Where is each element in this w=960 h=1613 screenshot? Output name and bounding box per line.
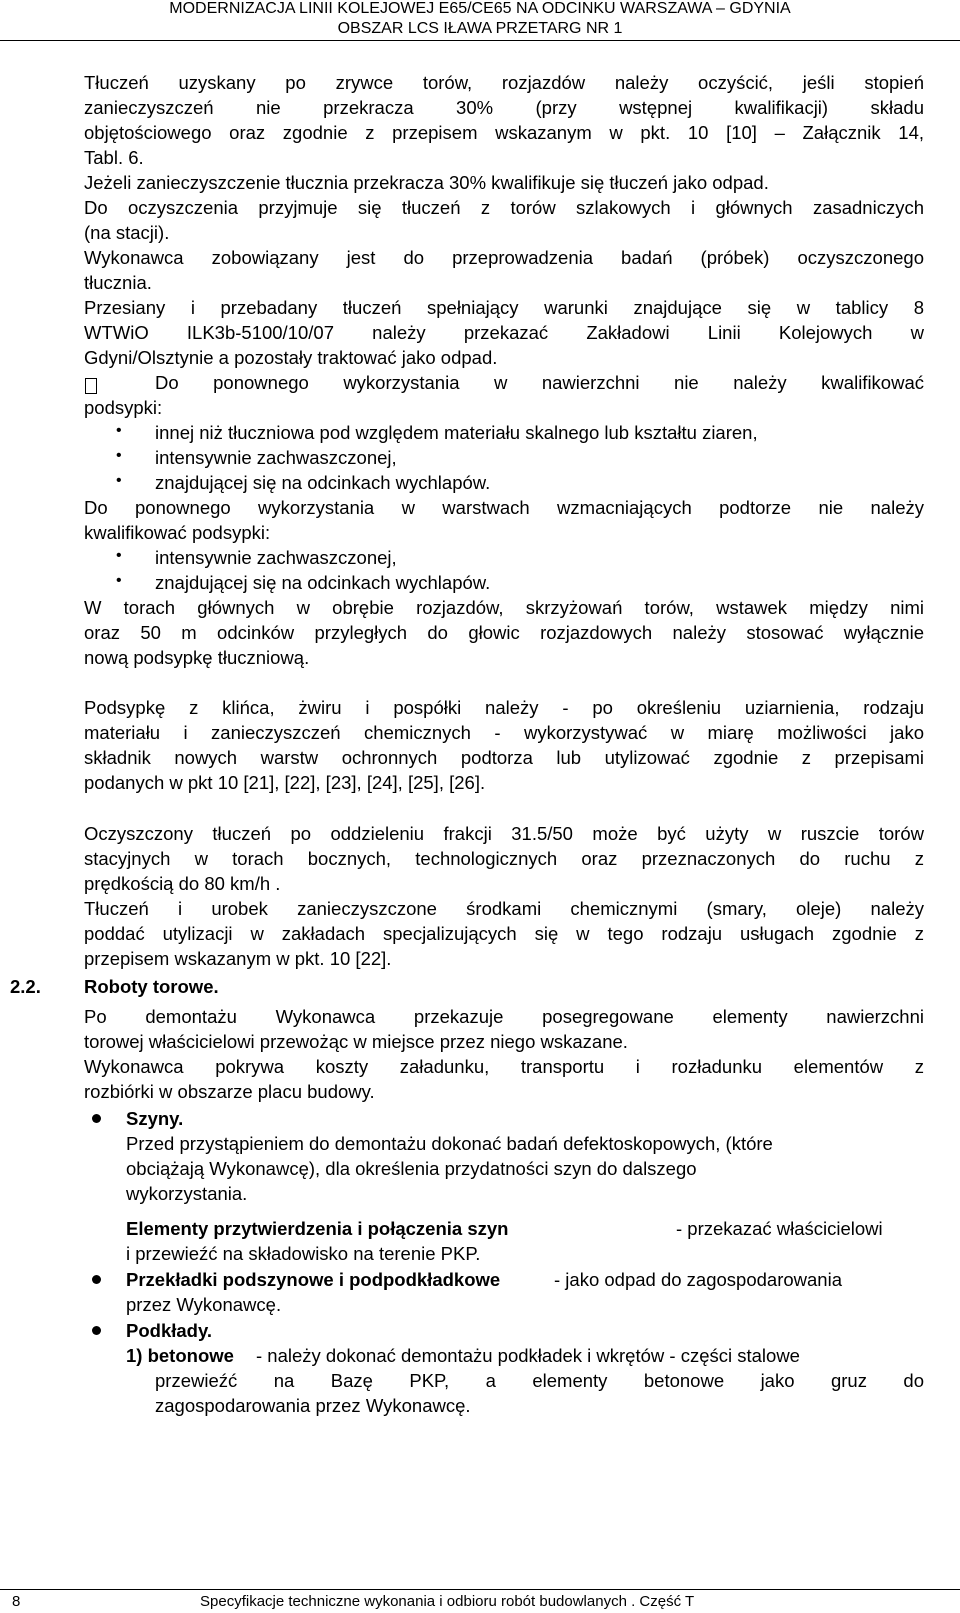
body-line-31: prędkością do 80 km/h . — [84, 873, 281, 894]
betonowe-bold: 1) betonowe — [126, 1345, 234, 1366]
body-line-1: Tłuczeń uzyskany po zrywce torów, rozjazdów należy oczyścić, jeśli stopień — [84, 72, 924, 93]
body-line-27: składnik nowych warstw ochronnych podtorza lub utylizować zgodnie z przepisami — [84, 747, 924, 768]
section-title: Roboty torowe. — [84, 976, 219, 997]
bullet-icon: • — [116, 422, 122, 439]
body-line-21: znajdującej się na odcinkach wychlapów. — [155, 572, 491, 593]
body-line-23: oraz 50 m odcinków przyległych do głowic rozjazdowych należy stosować wyłącznie — [84, 622, 924, 643]
body-line-30: stacyjnych w torach bocznych, technologicznych oraz przeznaczonych do ruchu z — [84, 848, 924, 869]
header-line-1: MODERNIZACJA LINII KOLEJOWEJ E65/CE65 NA ODCINKU WARSZAWA – GDYNIA — [169, 0, 791, 17]
betonowe-line-3: zagospodarowania przez Wykonawcę. — [155, 1395, 471, 1416]
section-number: 2.2. — [10, 976, 41, 997]
body-line-4: Tabl. 6. — [84, 147, 144, 168]
elementy-bold: Elementy przytwierdzenia i połączenia szyn — [126, 1218, 509, 1239]
body-line-3: objętościowego oraz zgodnie z przepisem wskazanym w pkt. 10 [10] – Załącznik 14, — [84, 122, 924, 143]
elementy-rest: - przekazać właścicielowi — [676, 1218, 883, 1239]
body-line-29: Oczyszczony tłuczeń po oddzieleniu frakcji 31.5/50 może być użyty w ruszcie torów — [84, 823, 924, 844]
section-line-3: Wykonawca pokrywa koszty załadunku, transportu i rozładunku elementów z — [84, 1056, 924, 1077]
missing-glyph-box — [85, 378, 97, 394]
betonowe-rest: - należy dokonać demontażu podkładek i wkrętów - części stalowe — [256, 1345, 800, 1366]
section-line-4: rozbiórki w obszarze placu budowy. — [84, 1081, 375, 1102]
szyny-line-3: wykorzystania. — [126, 1183, 248, 1204]
elementy-line-2: i przewieźć na składowisko na terenie PKP. — [126, 1243, 481, 1264]
body-line-24: nową podsypkę tłuczniową. — [84, 647, 310, 668]
body-line-2: zanieczyszczeń nie przekracza 30% (przy wstępnej kwalifikacji) składu — [84, 97, 924, 118]
body-line-13: Do ponownego wykorzystania w nawierzchni nie należy kwalifikować — [155, 372, 924, 393]
bullet-icon — [92, 1275, 101, 1284]
przekladki-rest: - jako odpad do zagospodarowania — [554, 1269, 842, 1290]
bullet-icon — [92, 1114, 101, 1123]
body-line-25: Podsypkę z klińca, żwiru i pospółki należy - po określeniu uziarnienia, rodzaju — [84, 697, 924, 718]
bullet-icon — [92, 1326, 101, 1335]
body-line-33: poddać utylizacji w zakładach specjalizujących się w tego rodzaju usługach zgodnie z — [84, 923, 924, 944]
body-line-8: Wykonawca zobowiązany jest do przeprowadzenia badań (próbek) oczyszczonego — [84, 247, 924, 268]
body-line-12: Gdyni/Olsztynie a pozostały traktować jako odpad. — [84, 347, 498, 368]
body-line-9: tłucznia. — [84, 272, 152, 293]
body-line-16: intensywnie zachwaszczonej, — [155, 447, 397, 468]
header-rule — [0, 40, 960, 41]
betonowe-line-2: przewieźć na Bazę PKP, a elementy betonowe jako gruz do — [155, 1370, 924, 1391]
przekladki-line-2: przez Wykonawcę. — [126, 1294, 282, 1315]
page-number: 8 — [12, 1593, 21, 1610]
body-line-20: intensywnie zachwaszczonej, — [155, 547, 397, 568]
body-line-7: (na stacji). — [84, 222, 170, 243]
footer-rule — [0, 1589, 960, 1590]
body-line-26: materiału i zanieczyszczeń chemicznych - wykorzystywać w miarę możliwości jako — [84, 722, 924, 743]
header-line-2: OBSZAR LCS IŁAWA PRZETARG NR 1 — [337, 20, 623, 37]
bullet-icon: • — [116, 547, 122, 564]
section-line-1: Po demontażu Wykonawca przekazuje posegregowane elementy nawierzchni — [84, 1006, 924, 1027]
podklady-title: Podkłady. — [126, 1320, 213, 1341]
body-line-10: Przesiany i przebadany tłuczeń spełniający warunki znajdujące się w tablicy 8 — [84, 297, 924, 318]
body-line-11: WTWiO ILK3b-5100/10/07 należy przekazać Zakładowi Linii Kolejowych w — [84, 322, 924, 343]
body-line-15: innej niż tłuczniowa pod względem materiału skalnego lub kształtu ziaren, — [155, 422, 758, 443]
bullet-icon: • — [116, 447, 122, 464]
body-line-22: W torach głównych w obrębie rozjazdów, skrzyżowań torów, wstawek między nimi — [84, 597, 924, 618]
footer-text: Specyfikacje techniczne wykonania i odbioru robót budowlanych . Część T — [200, 1593, 695, 1610]
body-line-6: Do oczyszczenia przyjmuje się tłuczeń z torów szlakowych i głównych zasadniczych — [84, 197, 924, 218]
section-line-2: torowej właścicielowi przewożąc w miejsce przez niego wskazane. — [84, 1031, 628, 1052]
body-line-28: podanych w pkt 10 [21], [22], [23], [24], [25], [26]. — [84, 772, 486, 793]
body-line-17: znajdującej się na odcinkach wychlapów. — [155, 472, 491, 493]
przekladki-bold: Przekładki podszynowe i podpodkładkowe — [126, 1269, 501, 1290]
bullet-icon: • — [116, 572, 122, 589]
body-line-14: podsypki: — [84, 397, 163, 418]
szyny-line-1: Przed przystąpieniem do demontażu dokonać badań defektoskopowych, (które — [126, 1133, 773, 1154]
body-line-34: przepisem wskazanym w pkt. 10 [22]. — [84, 948, 392, 969]
body-line-5: Jeżeli zanieczyszczenie tłucznia przekracza 30% kwalifikuje się tłuczeń jako odpad. — [84, 172, 769, 193]
szyny-line-2: obciążają Wykonawcę), dla określenia przydatności szyn do dalszego — [126, 1158, 697, 1179]
bullet-icon: • — [116, 472, 122, 489]
body-line-18: Do ponownego wykorzystania w warstwach wzmacniających podtorze nie należy — [84, 497, 924, 518]
szyny-title: Szyny. — [126, 1108, 184, 1129]
body-line-19: kwalifikować podsypki: — [84, 522, 271, 543]
body-line-32: Tłuczeń i urobek zanieczyszczone środkami chemicznymi (smary, oleje) należy — [84, 898, 924, 919]
